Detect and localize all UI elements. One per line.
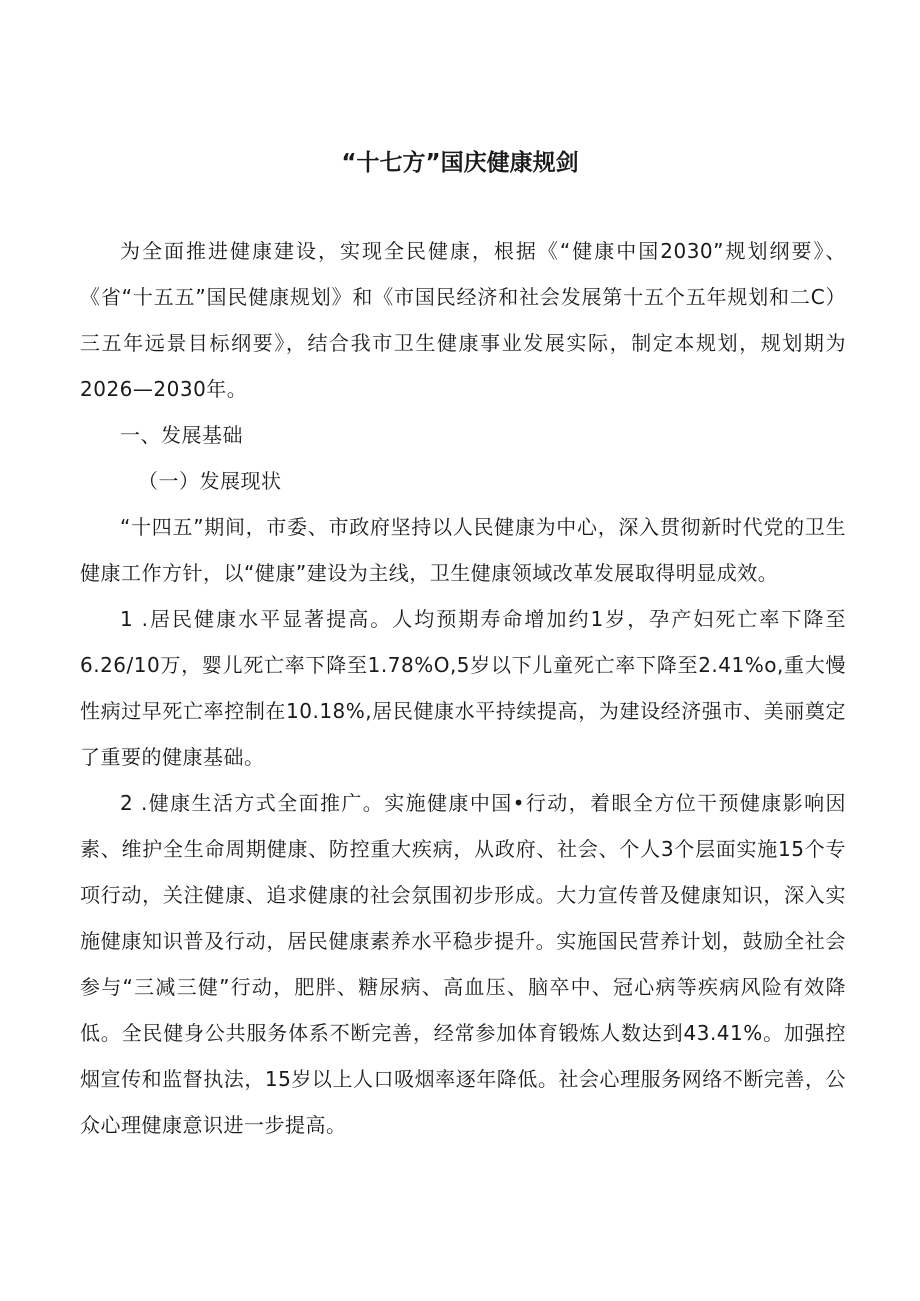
item-1-paragraph: 1 .居民健康水平显著提高。人均预期寿命增加约1岁，孕产妇死亡率下降至6.26/10万，婴儿死亡率下降至1.78%O,5岁以下儿童死亡率下降至2.41%o,重大慢性病过早死亡率控制在10.18%,居民健康水平持续提高，为建设经济强市、美丽奠定了重要的健康基础。 <box>80 607 846 769</box>
section-heading-development-basis: 一、发展基础 <box>120 423 243 447</box>
item-2-paragraph: 2 .健康生活方式全面推广。实施健康中国•行动，着眼全方位干预健康影响因素、维护全生命周期健康、防控重大疾病，从政府、社会、个人3个层面实施15个专项行动，关注健康、追求健康的社会氛围初步形成。大力宣传普及健康知识，深入实施健康知识普及行动，居民健康素养水平稳步提升。实施国民营养计划，鼓励全社会参与“三减三健”行动，肥胖、糖尿病、高血压、脑卒中、冠心病等疾病风险有效降低。全民健身公共服务体系不断完善，经常参加体育锻炼人数达到43.41%。加强控烟宣传和监督执法，15岁以上人口吸烟率逐年降低。社会心理服务网络不断完善，公众心理健康意识进一步提高。 <box>80 791 846 1137</box>
document-body <box>80 228 846 1148</box>
document-title: “十七方”国庆健康规剑 <box>341 150 579 176</box>
status-intro-paragraph: “十四五”期间，市委、市政府坚持以人民健康为中心，深入贯彻新时代党的卫生健康工作方针，以“健康”建设为主线，卫生健康领域改革发展取得明显成效。 <box>80 515 846 585</box>
subsection-heading-current-status: （一）发展现状 <box>138 469 282 493</box>
intro-paragraph: 为全面推进健康建设，实现全民健康，根据《“健康中国2030”规划纲要》、《省“十五五”国民健康规划》和《市国民经济和社会发展第十五个五年规划和二C）三五年远景目标纲要》，结合我市卫生健康事业发展实际，制定本规划，规划期为2026—2030年。 <box>80 239 846 401</box>
